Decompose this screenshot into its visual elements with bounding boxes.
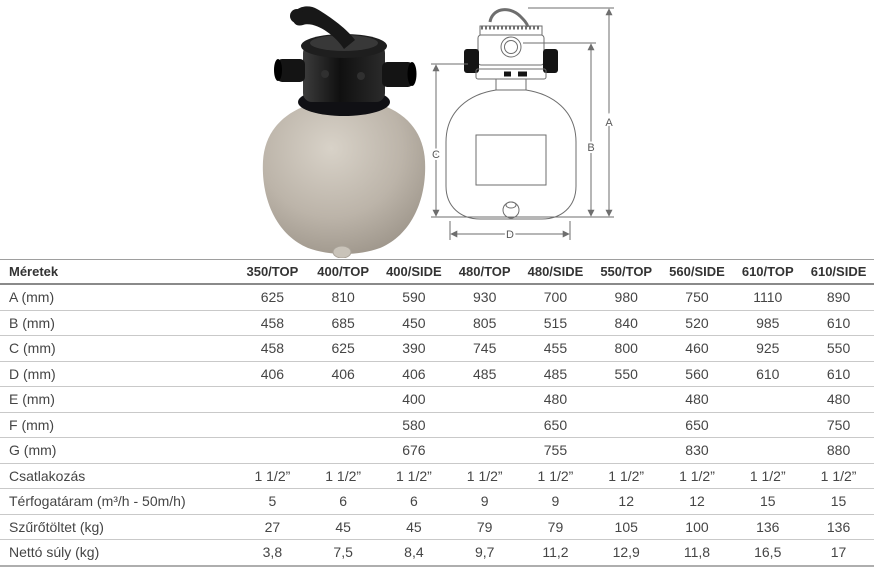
- cell-value: 1 1/2”: [379, 463, 450, 489]
- cell-value: 800: [591, 336, 662, 362]
- cell-value: 16,5: [732, 540, 803, 566]
- tank-outline: [446, 79, 576, 219]
- spec-table: [0, 259, 874, 567]
- col-header: 400/TOP: [308, 260, 379, 285]
- cell-value: 890: [803, 284, 874, 310]
- table-row: [0, 310, 874, 336]
- cell-value: 458: [237, 310, 308, 336]
- cell-value: [237, 412, 308, 438]
- col-header: 480/TOP: [449, 260, 520, 285]
- row-label: D (mm): [0, 361, 237, 387]
- table-row: [0, 540, 874, 566]
- cell-value: [732, 387, 803, 413]
- cell-value: 485: [520, 361, 591, 387]
- cell-value: 15: [803, 489, 874, 515]
- cell-value: 45: [379, 514, 450, 540]
- row-label: C (mm): [0, 336, 237, 362]
- cell-value: [449, 387, 520, 413]
- cell-value: 8,4: [379, 540, 450, 566]
- cell-value: [237, 387, 308, 413]
- cell-value: 12,9: [591, 540, 662, 566]
- extension-lines: [431, 8, 614, 240]
- col-header: 560/SIDE: [662, 260, 733, 285]
- cell-value: [732, 412, 803, 438]
- cell-value: 12: [591, 489, 662, 515]
- cell-value: 980: [591, 284, 662, 310]
- cell-value: [237, 438, 308, 464]
- cell-value: 550: [803, 336, 874, 362]
- cell-value: 625: [308, 336, 379, 362]
- table-row: [0, 387, 874, 413]
- cell-value: 406: [237, 361, 308, 387]
- cell-value: 1 1/2”: [237, 463, 308, 489]
- cell-value: 390: [379, 336, 450, 362]
- cell-value: 685: [308, 310, 379, 336]
- cell-value: 11,8: [662, 540, 733, 566]
- cell-value: 880: [803, 438, 874, 464]
- row-label: A (mm): [0, 284, 237, 310]
- col-header: 610/SIDE: [803, 260, 874, 285]
- cell-value: 1 1/2”: [662, 463, 733, 489]
- cell-value: 400: [379, 387, 450, 413]
- cell-value: 610: [732, 361, 803, 387]
- cell-value: 840: [591, 310, 662, 336]
- spec-table-head-row: [0, 260, 874, 285]
- filter-tank-body: [263, 99, 425, 258]
- table-row: [0, 514, 874, 540]
- product-visuals: [0, 0, 874, 259]
- cell-value: 650: [662, 412, 733, 438]
- col-header: 400/SIDE: [379, 260, 450, 285]
- cell-value: 930: [449, 284, 520, 310]
- row-label: Szűrőtöltet (kg): [0, 514, 237, 540]
- row-label: E (mm): [0, 387, 237, 413]
- cell-value: 755: [520, 438, 591, 464]
- row-label: G (mm): [0, 438, 237, 464]
- cell-value: 480: [803, 387, 874, 413]
- row-label: Csatlakozás: [0, 463, 237, 489]
- sand-filter-photo: [253, 4, 437, 258]
- cell-value: 406: [308, 361, 379, 387]
- table-row: [0, 284, 874, 310]
- cell-value: 590: [379, 284, 450, 310]
- cell-value: 925: [732, 336, 803, 362]
- cell-value: 7,5: [308, 540, 379, 566]
- cell-value: 520: [662, 310, 733, 336]
- cell-value: 515: [520, 310, 591, 336]
- cell-value: 136: [732, 514, 803, 540]
- dim-label-b: B: [587, 142, 595, 154]
- cell-value: 45: [308, 514, 379, 540]
- table-row: [0, 463, 874, 489]
- table-row: [0, 336, 874, 362]
- cell-value: 650: [520, 412, 591, 438]
- row-label: F (mm): [0, 412, 237, 438]
- col-header-meretek: Méretek: [0, 260, 237, 285]
- cell-value: 17: [803, 540, 874, 566]
- cell-value: 12: [662, 489, 733, 515]
- cell-value: 750: [803, 412, 874, 438]
- cell-value: 485: [449, 361, 520, 387]
- cell-value: 1 1/2”: [732, 463, 803, 489]
- cell-value: 27: [237, 514, 308, 540]
- cell-value: 1110: [732, 284, 803, 310]
- cell-value: 830: [662, 438, 733, 464]
- cell-value: [591, 412, 662, 438]
- col-header: 550/TOP: [591, 260, 662, 285]
- cell-value: 676: [379, 438, 450, 464]
- cell-value: 610: [803, 361, 874, 387]
- cell-value: 458: [237, 336, 308, 362]
- cell-value: 700: [520, 284, 591, 310]
- cell-value: 79: [520, 514, 591, 540]
- cell-value: 455: [520, 336, 591, 362]
- table-row: [0, 412, 874, 438]
- col-header: 350/TOP: [237, 260, 308, 285]
- dim-label-a: A: [605, 117, 613, 129]
- cell-value: [732, 438, 803, 464]
- cell-value: 6: [308, 489, 379, 515]
- cell-value: [308, 412, 379, 438]
- valve-outline: [464, 10, 558, 79]
- row-label: Térfogatáram (m³/h - 50m/h): [0, 489, 237, 515]
- cell-value: 9: [449, 489, 520, 515]
- cell-value: 79: [449, 514, 520, 540]
- cell-value: 610: [803, 310, 874, 336]
- col-header: 480/SIDE: [520, 260, 591, 285]
- cell-value: [308, 438, 379, 464]
- cell-value: 480: [662, 387, 733, 413]
- col-header: 610/TOP: [732, 260, 803, 285]
- cell-value: 745: [449, 336, 520, 362]
- row-label: B (mm): [0, 310, 237, 336]
- cell-value: 1 1/2”: [520, 463, 591, 489]
- spec-table-body: [0, 284, 874, 566]
- cell-value: 985: [732, 310, 803, 336]
- cell-value: [308, 387, 379, 413]
- cell-value: 100: [662, 514, 733, 540]
- cell-value: 750: [662, 284, 733, 310]
- cell-value: 810: [308, 284, 379, 310]
- cell-value: 9,7: [449, 540, 520, 566]
- cell-value: 480: [520, 387, 591, 413]
- cell-value: 580: [379, 412, 450, 438]
- cell-value: 550: [591, 361, 662, 387]
- cell-value: 625: [237, 284, 308, 310]
- cell-value: 1 1/2”: [803, 463, 874, 489]
- cell-value: [591, 387, 662, 413]
- cell-value: 3,8: [237, 540, 308, 566]
- cell-value: 460: [662, 336, 733, 362]
- cell-value: 105: [591, 514, 662, 540]
- cell-value: 560: [662, 361, 733, 387]
- table-row: [0, 361, 874, 387]
- cell-value: 5: [237, 489, 308, 515]
- cell-value: 6: [379, 489, 450, 515]
- cell-value: 1 1/2”: [591, 463, 662, 489]
- cell-value: 136: [803, 514, 874, 540]
- cell-value: [449, 438, 520, 464]
- cell-value: 9: [520, 489, 591, 515]
- dim-label-c: C: [432, 149, 440, 161]
- cell-value: 805: [449, 310, 520, 336]
- cell-value: [449, 412, 520, 438]
- cell-value: 450: [379, 310, 450, 336]
- table-row: [0, 489, 874, 515]
- cell-value: [591, 438, 662, 464]
- dim-label-d: D: [506, 229, 514, 241]
- cell-value: 11,2: [520, 540, 591, 566]
- cell-value: 1 1/2”: [449, 463, 520, 489]
- cell-value: 1 1/2”: [308, 463, 379, 489]
- cell-value: 406: [379, 361, 450, 387]
- cell-value: 15: [732, 489, 803, 515]
- dimension-diagram: [428, 2, 632, 256]
- table-row: [0, 438, 874, 464]
- row-label: Nettó súly (kg): [0, 540, 237, 566]
